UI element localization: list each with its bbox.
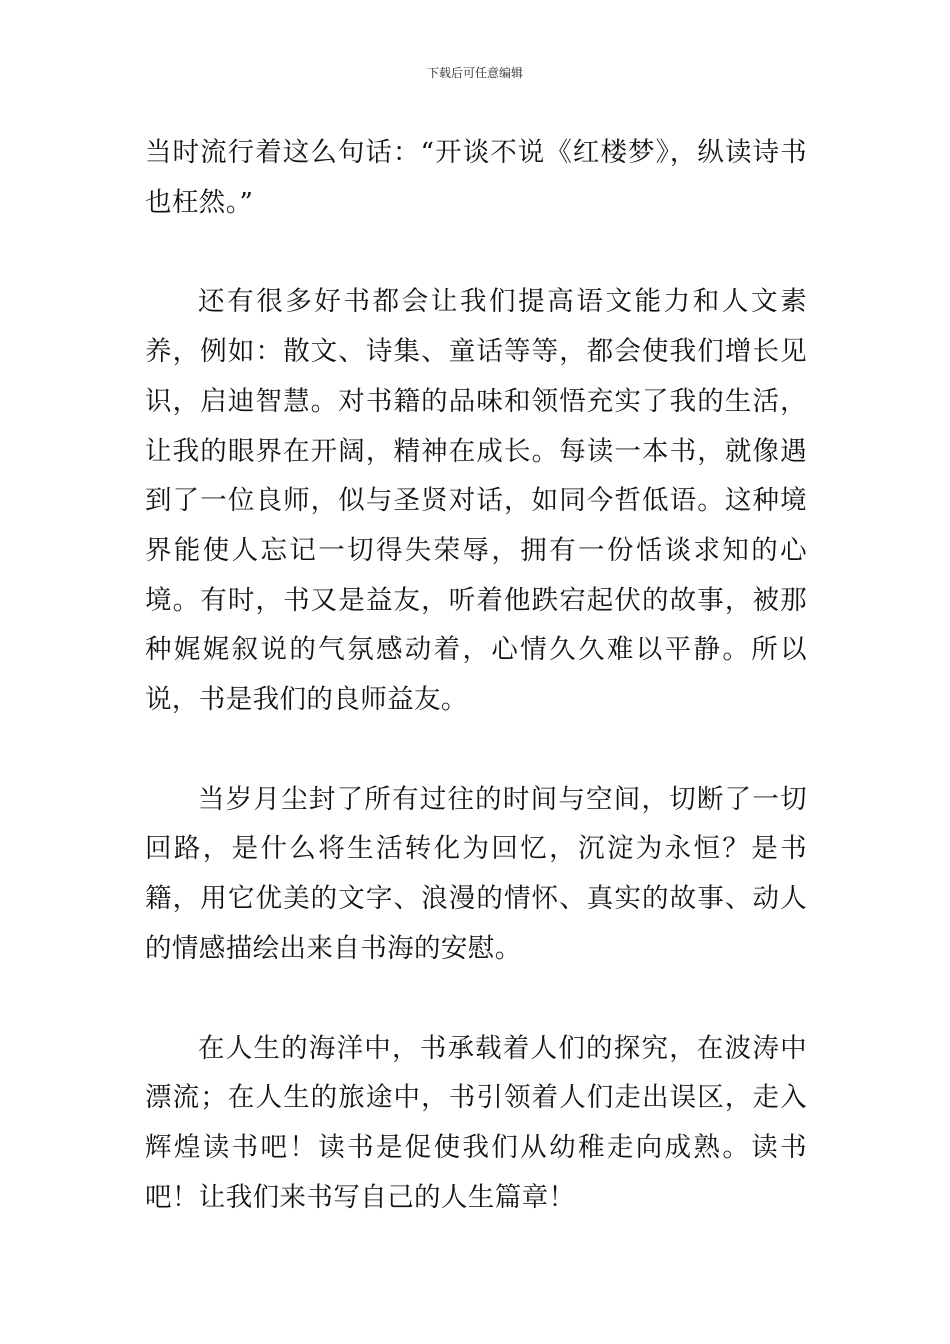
paragraph-gap: [145, 227, 807, 277]
paragraph-4: 在人生的海洋中，书承载着人们的探究，在波涛中漂流；在人生的旅途中，书引领着人们走出误区，走入辉煌读书吧！读书是促使我们从幼稚走向成熟。读书吧！让我们来书写自己的人生篇章！: [145, 1032, 807, 1213]
document-body: [145, 128, 807, 1222]
page-header: 下载后可任意编辑: [426, 66, 523, 80]
paragraph-3: 当岁月尘封了所有过往的时间与空间，切断了一切回路，是什么将生活转化为回忆，沉淀为永恒？是书籍，用它优美的文字、浪漫的情怀、真实的故事、动人的情感描绘出来自书海的安慰。: [145, 783, 807, 964]
paragraph-2: 还有很多好书都会让我们提高语文能力和人文素养，例如：散文、诗集、童话等等，都会使我们增长见识，启迪智慧。对书籍的品味和领悟充实了我的生活，让我的眼界在开阔，精神在成长。每读一本书，就像遇到了一位良师，似与圣贤对话，如同今哲低语。这种境界能使人忘记一切得失荣辱，拥有一份恬谈求知的心境。有时，书又是益友，听着他跌宕起伏的故事，被那种娓娓叙说的气氛感动着，心情久久难以平静。所以说，书是我们的良师益友。: [145, 286, 807, 716]
paragraph-gap: [145, 974, 807, 1024]
paragraph-1: 当时流行着这么句话：“开谈不说《红楼梦》，纵读诗书也枉然。”: [145, 137, 807, 218]
paragraph-gap: [145, 725, 807, 775]
